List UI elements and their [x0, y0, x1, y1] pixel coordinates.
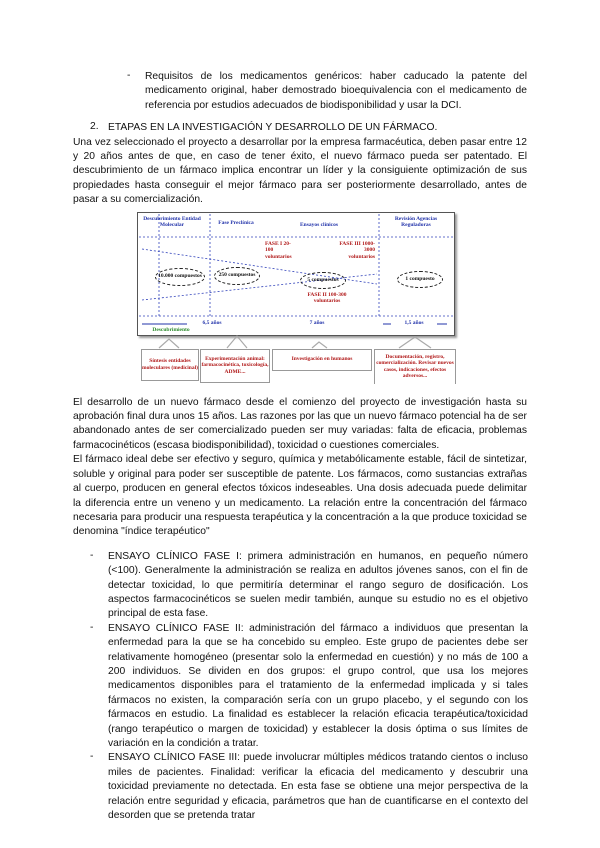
bullet-marker: -: [90, 751, 94, 763]
section-title: ETAPAS EN LA INVESTIGACIÓN Y DESARROLLO DE UN FÁRMACO.: [108, 122, 438, 134]
discovery-label: Descubrimiento: [152, 326, 190, 333]
intro-paragraph: Una vez seleccionado el proyecto a desarrollar por la empresa farmacéutica, deben pasar entre 12 y 20 años antes de que, en caso de tener éxito, el nuevo fármaco pueda ser patentado. El descubrimiento de un fármaco implica encontrar un líder y la consiguiente optimización de sus propiedades hasta conseguir el mejor fármaco para ser posteriormente desarrollado, antes de pasar a su comercialización.: [73, 136, 527, 206]
phase-3-description: ENSAYO CLÍNICO FASE III: puede involucrar múltiples médicos tratando cientos o incluso miles de pacientes. Finalidad: verificar la eficacia del medicamento y descubrir una toxicidad previamente no detectada. En esta fase se obtiene una mejor perspectiva de la relación entre seguridad y eficacia, parámetros que han de cuantificarse en el contexto del desorden que se pretenda tratar: [108, 752, 528, 822]
phase-3-label: FASE III 1000-3000 voluntarios: [339, 240, 375, 260]
phase-1-label: FASE I 20-100 voluntarios: [265, 240, 292, 260]
ideal-drug-paragraph: El fármaco ideal debe ser efectivo y seguro, química y metabólicamente estable, fácil de sintetizar, soluble y original para poder ser susceptible de patente. Los fármacos, como sustancias extrañas al cuerpo, producen en general efectos tóxicos indeseables. Una dosis adecuada puede delimitar la diferencia entre un veneno y un medicamento. La relación entre la concentración del fármaco necesaria para producir una respuesta terapéutica y la concentración a la que produce toxicidad se denomina "índice terapéutico": [73, 454, 527, 538]
duration-regulatory: 1,5 años: [404, 319, 424, 326]
generic-requirements-text: Requisitos de los medicamentos genéricos: haber caducado la patente del medicamento original, haber demostrado bioequivalencia con el medicamento de referencia por estudios adecuados de biodisponibilidad y usar la DCI.: [145, 71, 527, 111]
drug-development-diagram: [137, 212, 455, 384]
box-animal-testing: Experimentación animal: farmacocinética, toxicología, ADME...: [201, 355, 269, 375]
compounds-1: 1 compuesto: [405, 275, 435, 282]
section-number: 2.: [90, 121, 99, 133]
development-paragraph: El desarrollo de un nuevo fármaco desde el comienzo del proyecto de investigación hasta su aprobación final dura unos 15 años. Las razones por las que un nuevo fármaco potencial ha de ser abandonado antes de ser comercializado pueden ser muy variadas: falta de eficacia, problemas farmacocinéticos (escasa biodisponibilidad), toxicidad o cuestiones comerciales.: [73, 396, 527, 451]
phase-2-label: FASE II 100-300 voluntarios: [307, 291, 347, 305]
box-registration: Documentación, registro, comercialización. Revisar nuevos casos, indicaciones, efectos adversos...: [376, 353, 454, 380]
bullet-marker: -: [127, 70, 131, 81]
phase-2-description: ENSAYO CLÍNICO FASE II: administración del fármaco a individuos que presentan la enfermedad para la que se ha concebido su empleo. Este grupo de pacientes debe ser relativamente homogéneo (presentar solo la enfermedad en cuestión) y no más de 100 a 200 individuos. Se dividen en dos grupos: el grupo control, que usa los mejores medicamentos disponibles para el tratamiento de la enfermedad implicada y si tales fármacos no existen, la comparación sería con un grupo placebo, y el segundo con los fármacos en estudio. La finalidad es establecer la relación eficacia terapéutica/toxicidad (rango terapéutico o margen de toxicidad) y establecer la dosis óptima o sus límites de variación en la condición a tratar.: [108, 622, 528, 749]
bullet-marker: -: [90, 549, 94, 561]
box-synthesis: Síntesis entidades moleculares (medicinal): [142, 358, 198, 371]
duration-clinical: 7 años: [309, 319, 325, 326]
header-discovery: Descubrimiento Entidad Molecular: [143, 215, 201, 229]
box-human-research: Investigación en humanos: [291, 356, 353, 363]
header-preclinical: Fase Preclínica: [218, 219, 254, 226]
header-clinical: Ensayos clínicos: [299, 221, 339, 228]
phase-1-description: ENSAYO CLÍNICO FASE I: primera administración en humanos, en pequeño número (<100). Generalmente la administración se realiza en adultos jóvenes sanos, con el fin de detectar toxicidad, lo que permitiría determinar el rango seguro de dosificación. Los aspectos farmacocinéticos se suelen medir también, aunque su estudio no es el objetivo principal de esta fase.: [108, 550, 528, 620]
compounds-10000: 10.000 compuestos: [158, 273, 202, 280]
bullet-marker: -: [90, 621, 94, 633]
header-regulatory: Revisión Agencias Reguladoras: [394, 215, 438, 229]
duration-discovery: 6,5 años: [192, 320, 232, 327]
compounds-250: 250 compuestos: [218, 272, 256, 279]
compounds-5: 5 compuestos: [307, 276, 339, 283]
